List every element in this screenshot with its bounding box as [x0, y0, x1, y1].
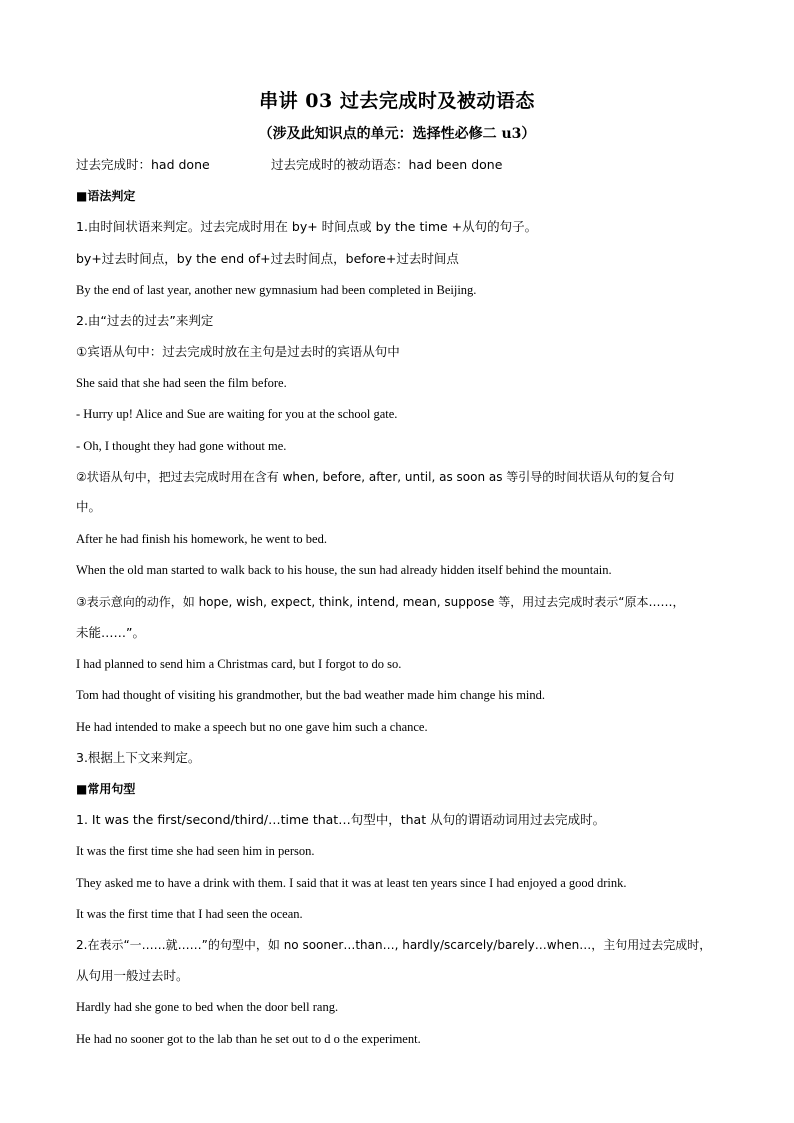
- text-line: by+过去时间点，by the end of+过去时间点，before+过去时间点: [76, 251, 459, 266]
- example-line: When the old man started to walk back to his house, the sun had already hidden itself behind the mountain.: [76, 563, 612, 577]
- text-line: 2.由“过去的过去”来判定: [76, 313, 214, 328]
- intro-left: 过去完成时：had done: [76, 157, 210, 172]
- text-line: 从句用一般过去时。: [76, 968, 189, 983]
- example-line: Tom had thought of visiting his grandmother, but the bad weather made him change his mind.: [76, 688, 546, 702]
- example-line: Hardly had she gone to bed when the door bell rang.: [76, 1000, 339, 1014]
- section-heading-patterns: ■常用句型: [76, 782, 136, 796]
- text-line: 1.由时间状语来判定。过去完成时用在 by+ 时间点或 by the time +从句的句子。: [76, 219, 538, 234]
- page-title: 串讲 03 过去完成时及被动语态: [259, 90, 535, 112]
- example-line: He had intended to make a speech but no one gave him such a chance.: [76, 720, 428, 734]
- example-line: It was the first time that I had seen the ocean.: [76, 907, 303, 921]
- example-line: By the end of last year, another new gymnasium had been completed in Beijing.: [76, 283, 477, 297]
- intro-line: [76, 157, 726, 173]
- text-line: ②状语从句中，把过去完成时用在含有 when, before, after, until, as soon as 等引导的时间状语从句的复合句: [76, 470, 675, 484]
- example-line: It was the first time she had seen him in person.: [76, 844, 315, 858]
- text-line: 中。: [76, 499, 102, 514]
- page-subtitle: （涉及此知识点的单元：选择性必修二 u3）: [258, 126, 536, 142]
- example-line: She said that she had seen the film before.: [76, 376, 287, 390]
- text-line: ③表示意向的动作，如 hope, wish, expect, think, intend, mean, suppose 等，用过去完成时表示“原本……，: [76, 595, 685, 609]
- text-line: 2.在表示“一……就……”的句型中，如 no sooner…than…, hardly/scarcely/barely…when…，主句用过去完成时，: [76, 938, 712, 952]
- text-line: 1. It was the first/second/third/…time that…句型中，that 从句的谓语动词用过去完成时。: [76, 812, 606, 827]
- example-line: He had no sooner got to the lab than he set out to d o the experiment.: [76, 1032, 421, 1046]
- text-line: 未能……”。: [76, 625, 145, 640]
- example-line: After he had finish his homework, he went to bed.: [76, 532, 327, 546]
- section-heading-grammar: ■语法判定: [76, 189, 136, 203]
- example-line: They asked me to have a drink with them. I said that it was at least ten years since I had enjoyed a good drink.: [76, 876, 627, 890]
- intro-right: 过去完成时的被动语态：had been done: [271, 157, 503, 172]
- text-line: ①宾语从句中：过去完成时放在主句是过去时的宾语从句中: [76, 344, 400, 359]
- text-line: 3.根据上下文来判定。: [76, 750, 201, 765]
- example-line: I had planned to send him a Christmas card, but I forgot to do so.: [76, 657, 402, 671]
- example-line: - Oh, I thought they had gone without me.: [76, 439, 287, 453]
- example-line: - Hurry up! Alice and Sue are waiting for you at the school gate.: [76, 407, 398, 421]
